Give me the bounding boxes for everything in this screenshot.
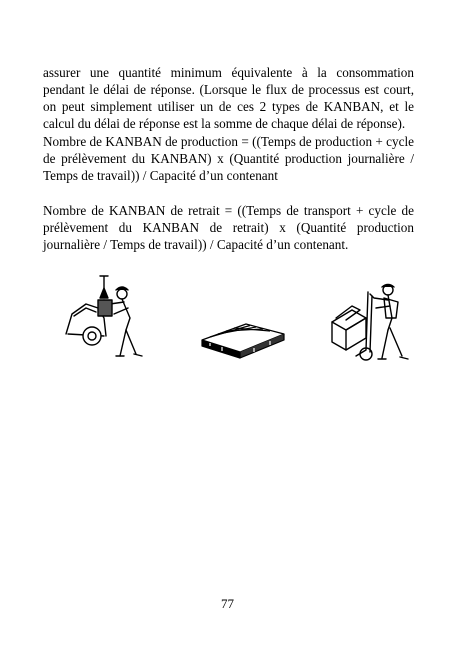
worker-with-hoist-illustration [64, 274, 160, 360]
paragraph-intro: assurer une quantité minimum équivalente à la consommation pendant le délai de réponse. (Lorsque le flux de processus est court, on peut simplement utiliser un de ces 2 types de KANBAN, et le calcul du délai de réponse est la somme de chaque délai de réponse). [43, 65, 414, 131]
page-number: 77 [221, 596, 234, 611]
worker-with-hand-truck-illustration [326, 278, 418, 362]
paragraph-withdrawal-formula: Nombre de KANBAN de retrait = ((Temps de transport + cycle de prélèvement du KANBAN de retrait) x (Quantité production journalière / Temps de travail)) / Capacité d’un contenant. [43, 203, 414, 252]
paragraph-production-formula: Nombre de KANBAN de production = ((Temps de production + cycle de prélèvement du KANBAN) x (Quantité production journalière / Temps de travail)) / Capacité d’un contenant [43, 134, 414, 183]
pallet-illustration [200, 318, 286, 360]
